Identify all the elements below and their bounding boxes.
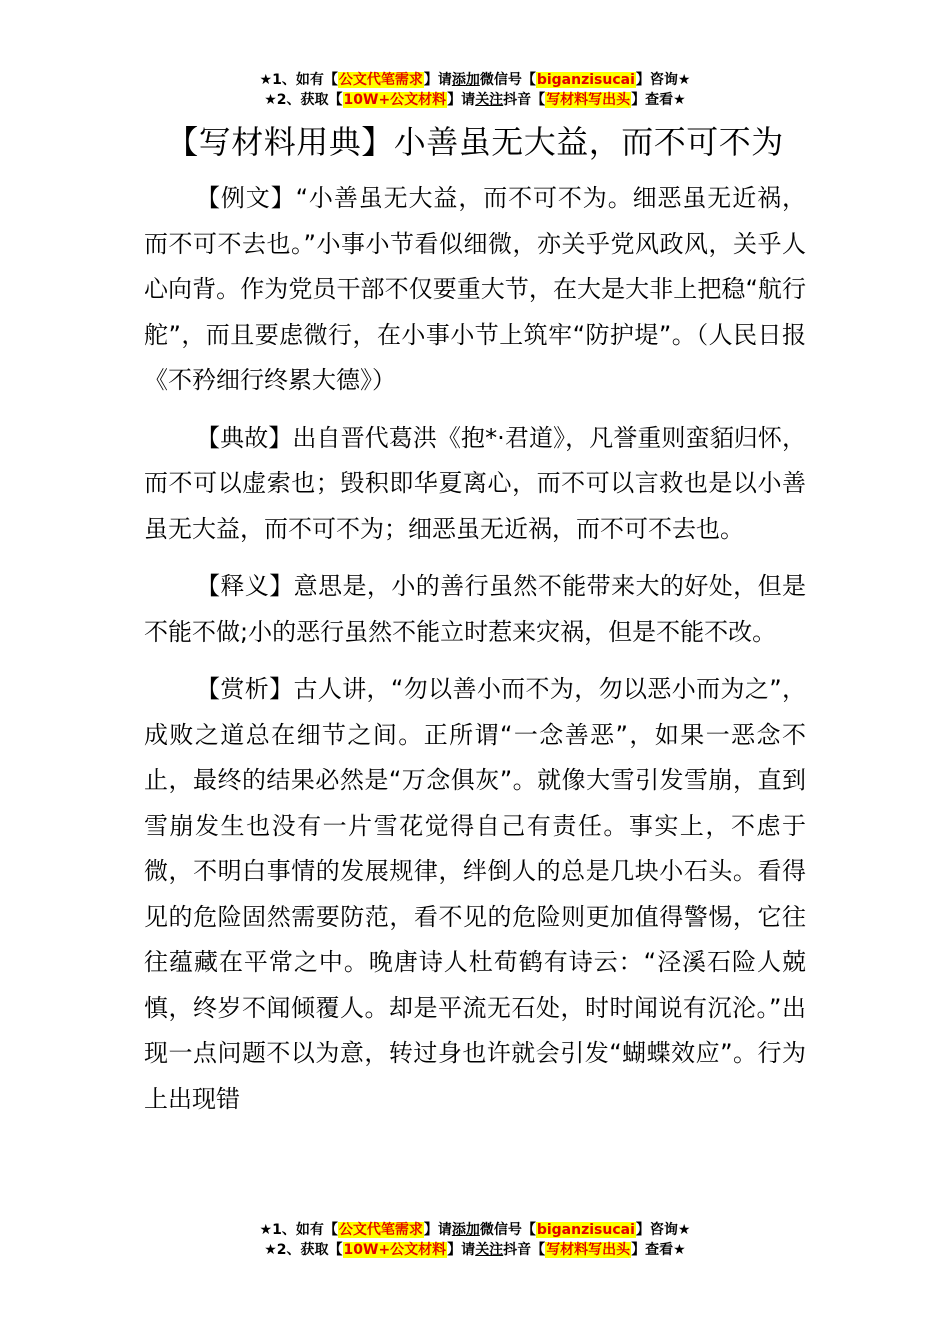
banner-line-2: ★2、获取【10W+公文材料】请关注抖音【写材料写出头】查看★	[264, 92, 686, 108]
paragraph-meaning: 【释义】意思是，小的善行虽然不能带来大的好处，但是不能不做;小的恶行虽然不能立时惹来灾祸，但是不能不改。	[144, 572, 806, 646]
highlight-service: 公文代笔需求	[338, 72, 423, 88]
paragraph-allusion: 【典故】出自晋代葛洪《抱*·君道》，凡誉重则蛮貊归怀，而不可以虚索也；毁积即华夏离心，而不可以言救也是以小善虽无大益，而不可不为；细恶虽无近祸，而不可不去也。	[144, 423, 806, 543]
highlight-wechat-id: biganzisucai	[536, 72, 635, 88]
paragraph-analysis: 【赏析】古人讲，“勿以善小而不为，勿以恶小而为之”，成败之道总在细节之间。正所谓“一念善恶”，如果一恶念不止，最终的结果必然是“万念俱灰”。就像大雪引发雪崩，直到雪崩发生也没有一片雪花觉得自己有责任。事实上，不虑于微，不明白事情的发展规律，绊倒人的总是几块小石头。看得见的危险固然需要防范，看不见的危险则更加值得警惕，它往往蕴藏在平常之中。晚唐诗人杜荀鹤有诗云：“泾溪石险人兢慎，终岁不闻倾覆人。却是平流无石处，时时闻说有沉沦。”出现一点问题不以为意，转过身也许就会引发“蝴蝶效应”。行为上出现错	[144, 675, 806, 1113]
highlight-douyin-account: 写材料写出头	[546, 92, 631, 108]
banner-line-1: ★1、如有【公文代笔需求】请添加微信号【biganzisucai】咨询★	[259, 72, 691, 88]
highlight-service: 公文代笔需求	[338, 1222, 423, 1238]
header-banner-top	[0, 70, 950, 110]
highlight-materials: 10W+公文材料	[343, 1242, 447, 1258]
highlight-douyin-account: 写材料写出头	[546, 1242, 631, 1258]
header-banner-bottom	[0, 1220, 950, 1260]
highlight-wechat-id: biganzisucai	[536, 1222, 635, 1238]
paragraph-example: 【例文】“小善虽无大益，而不可不为。细恶虽无近祸，而不可不去也。”小事小节看似细微，亦关乎党风政风，关乎人心向背。作为党员干部不仅要重大节，在大是大非上把稳“航行舵”，而且要虑微行，在小事小节上筑牢“防护堤”。（人民日报《不矜细行终累大德》）	[144, 184, 806, 394]
article-body	[144, 176, 806, 1134]
banner-line-1: ★1、如有【公文代笔需求】请添加微信号【biganzisucai】咨询★	[259, 1222, 691, 1238]
page-title: 【写材料用典】小善虽无大益，而不可不为	[166, 123, 784, 161]
banner-line-2: ★2、获取【10W+公文材料】请关注抖音【写材料写出头】查看★	[264, 1242, 686, 1258]
highlight-materials: 10W+公文材料	[343, 92, 447, 108]
